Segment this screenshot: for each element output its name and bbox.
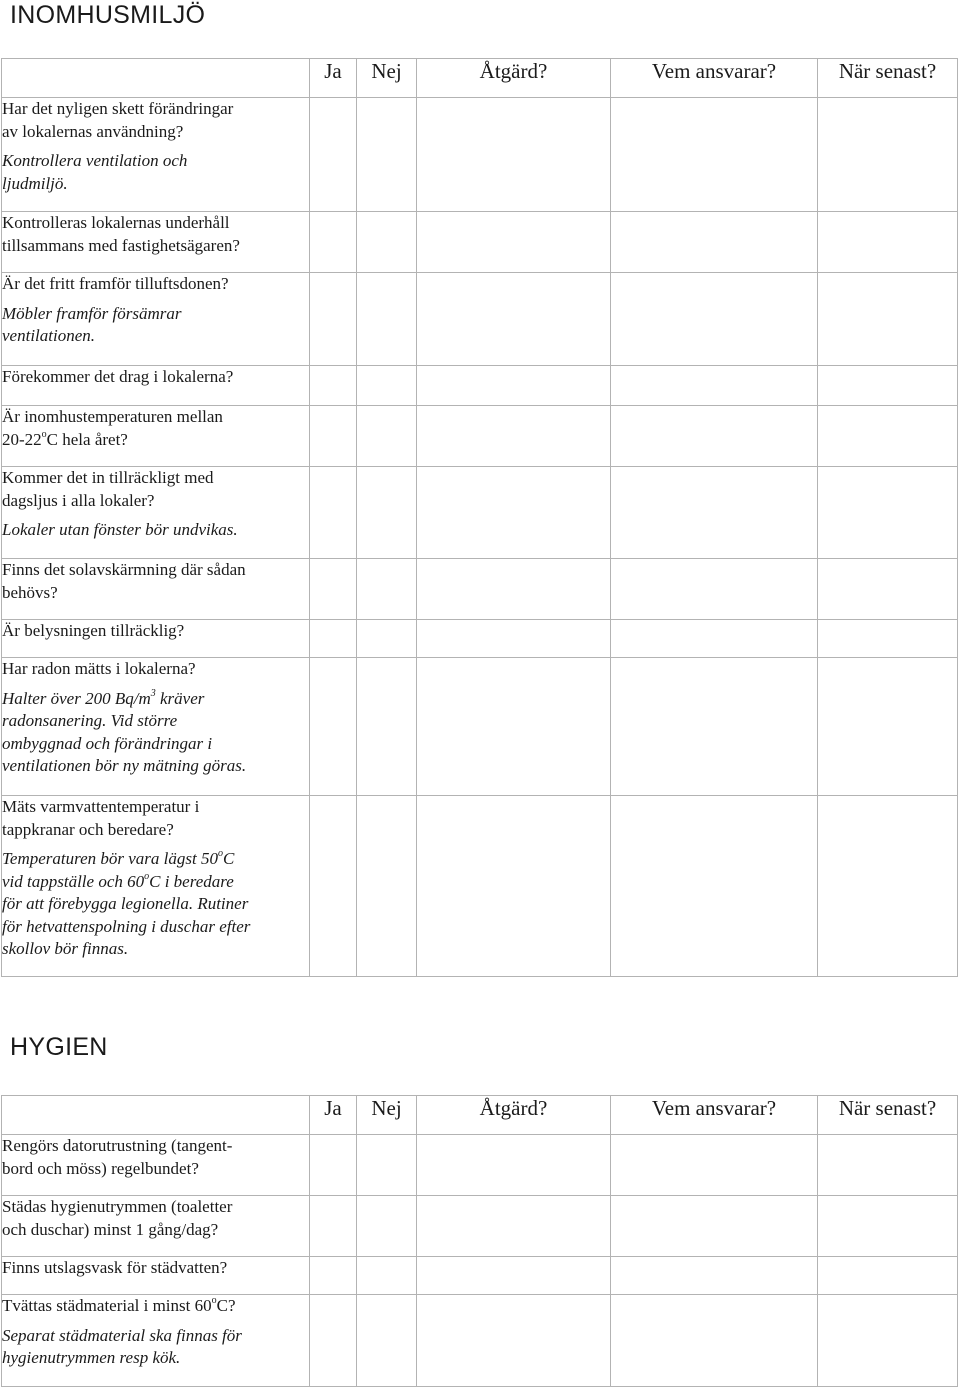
nej-answer-cell[interactable] [357,658,417,796]
nar-senast-answer-cell[interactable] [818,467,958,559]
ja-answer-cell[interactable] [310,98,357,212]
question-cell [2,1257,310,1295]
question-cell [2,212,310,273]
ja-answer-cell[interactable] [310,406,357,467]
question-cell [2,1135,310,1196]
nar-senast-answer-cell[interactable] [818,658,958,796]
atgard-answer-cell[interactable] [417,212,611,273]
question-note: Kontrollera ventilation och ljudmiljö. [2,151,188,193]
question-cell [2,1196,310,1257]
vem-ansvarar-answer-cell[interactable] [611,1257,818,1295]
cubic-superscript: 3 [150,687,156,699]
nar-senast-answer-cell[interactable] [818,1196,958,1257]
atgard-answer-cell[interactable] [417,1257,611,1295]
atgard-answer-cell[interactable] [417,273,611,366]
question-text: Förekommer det drag i lokalerna? [2,367,234,386]
question-cell [2,273,310,366]
ja-answer-cell[interactable] [310,620,357,658]
table-row [2,559,958,620]
question-cell [2,1295,310,1387]
question-cell [2,559,310,620]
note-text-part: C vid tappställe och 60 [2,849,235,891]
question-cell [2,796,310,977]
ja-answer-cell[interactable] [310,467,357,559]
question-note: Lokaler utan fönster bör undvikas. [2,520,238,539]
nar-senast-answer-cell[interactable] [818,273,958,366]
question-note [2,848,309,961]
nar-senast-answer-cell[interactable] [818,212,958,273]
table-row [2,273,958,366]
ja-answer-cell[interactable] [310,212,357,273]
question-column-header [2,59,310,98]
vem-ansvarar-answer-cell[interactable] [611,1135,818,1196]
question-text [2,406,309,451]
nar-senast-answer-cell[interactable] [818,1257,958,1295]
nej-answer-cell[interactable] [357,406,417,467]
question-cell [2,406,310,467]
degree-superscript: o [211,1295,217,1306]
vem-ansvarar-answer-cell[interactable] [611,1196,818,1257]
ja-answer-cell[interactable] [310,1135,357,1196]
vem-ansvarar-answer-cell[interactable] [611,1295,818,1387]
question-text: Finns utslagsvask för städvatten? [2,1258,228,1277]
table-row [2,366,958,406]
question-text: Rengörs datorutrustning (tangent- bord och möss) regelbundet? [2,1136,233,1178]
section-title-inomhusmiljo: INOMHUSMILJÖ [10,1,206,29]
vem-ansvarar-answer-cell[interactable] [611,796,818,977]
vem-ansvarar-answer-cell[interactable] [611,406,818,467]
nej-answer-cell[interactable] [357,620,417,658]
atgard-answer-cell[interactable] [417,1295,611,1387]
nej-answer-cell[interactable] [357,273,417,366]
nej-answer-cell[interactable] [357,212,417,273]
atgard-answer-cell[interactable] [417,658,611,796]
atgard-answer-cell[interactable] [417,620,611,658]
atgard-column-header: Åtgärd? [417,59,611,98]
ja-answer-cell[interactable] [310,1257,357,1295]
question-text: Är belysningen tillräcklig? [2,621,185,640]
nej-answer-cell[interactable] [357,1135,417,1196]
question-text: Kommer det in tillräckligt med dagsljus i alla lokaler? [2,468,214,510]
question-text-part: C hela året? [46,429,128,449]
atgard-answer-cell[interactable] [417,1135,611,1196]
degree-superscript: o [217,848,223,859]
table-row [2,1196,958,1257]
nar-senast-answer-cell[interactable] [818,620,958,658]
question-text: Städas hygienutrymmen (toaletter och duschar) minst 1 gång/dag? [2,1197,233,1239]
atgard-answer-cell[interactable] [417,406,611,467]
vem-ansvarar-answer-cell[interactable] [611,559,818,620]
vem-ansvarar-column-header: Vem ansvarar? [611,59,818,98]
table-header-row [2,1096,958,1135]
question-note: Möbler framför försämrar ventilationen. [2,303,182,345]
vem-ansvarar-answer-cell[interactable] [611,98,818,212]
inomhusmiljo-checklist-table [1,58,958,977]
table-row [2,620,958,658]
vem-ansvarar-answer-cell[interactable] [611,658,818,796]
atgard-answer-cell[interactable] [417,1196,611,1257]
nej-answer-cell[interactable] [357,467,417,559]
question-column-header [2,1096,310,1135]
ja-answer-cell[interactable] [310,1196,357,1257]
nar-senast-answer-cell[interactable] [818,366,958,406]
table-row [2,1135,958,1196]
nej-answer-cell[interactable] [357,1196,417,1257]
question-text: Är det fritt framför tilluftsdonen? [2,274,229,293]
table-row [2,406,958,467]
question-text: Mäts varmvattentemperatur i tappkranar och beredare? [2,797,200,839]
atgard-answer-cell[interactable] [417,559,611,620]
question-text-part: C? [216,1296,236,1315]
table-row [2,212,958,273]
question-text: Finns det solavskärmning där sådan behövs? [2,560,246,602]
atgard-answer-cell[interactable] [417,796,611,977]
vem-ansvarar-answer-cell[interactable] [611,467,818,559]
nej-answer-cell[interactable] [357,1295,417,1387]
nej-column-header: Nej [357,59,417,98]
question-note: Separat städmaterial ska finnas för hygienutrymmen resp kök. [2,1325,242,1367]
question-note [2,688,309,778]
nar-senast-column-header: När senast? [818,1096,958,1135]
nar-senast-answer-cell[interactable] [818,559,958,620]
atgard-answer-cell[interactable] [417,366,611,406]
table-header-row [2,59,958,98]
atgard-answer-cell[interactable] [417,467,611,559]
nej-column-header: Nej [357,1096,417,1135]
question-text: Har det nyligen skett förändringar av lokalernas användning? [2,99,234,141]
ja-answer-cell[interactable] [310,559,357,620]
nej-answer-cell[interactable] [357,98,417,212]
question-cell [2,658,310,796]
note-text-part: Temperaturen bör vara lägst 50 [2,849,218,868]
nej-answer-cell[interactable] [357,366,417,406]
question-cell [2,467,310,559]
question-text-part: Är inomhustemperaturen mellan 20-22 [2,407,223,449]
question-cell [2,366,310,406]
atgard-column-header: Åtgärd? [417,1096,611,1135]
question-cell [2,98,310,212]
vem-ansvarar-column-header: Vem ansvarar? [611,1096,818,1135]
table-row [2,1295,958,1387]
nar-senast-answer-cell[interactable] [818,1295,958,1387]
nar-senast-answer-cell[interactable] [818,1135,958,1196]
vem-ansvarar-answer-cell[interactable] [611,366,818,406]
table-row [2,658,958,796]
ja-answer-cell[interactable] [310,658,357,796]
nej-answer-cell[interactable] [357,796,417,977]
nar-senast-answer-cell[interactable] [818,796,958,977]
note-text-part: kräver radonsanering. Vid större ombyggnad och förändringar i ventilationen bör ny mätning göras. [2,688,247,775]
ja-column-header: Ja [310,59,357,98]
ja-column-header: Ja [310,1096,357,1135]
nar-senast-answer-cell[interactable] [818,406,958,467]
table-row [2,796,958,977]
note-text-part: C i beredare för att förebygga legionella. Rutiner för hetvattenspolning i duschar efter skollov bör finnas. [2,871,251,958]
table-row [2,467,958,559]
degree-superscript: o [144,870,150,882]
ja-answer-cell[interactable] [310,273,357,366]
ja-answer-cell[interactable] [310,796,357,977]
question-cell [2,620,310,658]
nej-answer-cell[interactable] [357,1257,417,1295]
vem-ansvarar-answer-cell[interactable] [611,273,818,366]
nar-senast-answer-cell[interactable] [818,98,958,212]
nej-answer-cell[interactable] [357,559,417,620]
table-row [2,98,958,212]
vem-ansvarar-answer-cell[interactable] [611,620,818,658]
nar-senast-column-header: När senast? [818,59,958,98]
section-title-hygien: HYGIEN [10,1033,108,1061]
note-text-part: Halter över 200 Bq/m [2,688,151,708]
degree-superscript: o [41,428,47,440]
table-row [2,1257,958,1295]
vem-ansvarar-answer-cell[interactable] [611,212,818,273]
question-text [2,1295,309,1318]
hygien-checklist-table [1,1095,958,1387]
question-text-part: Tvättas städmaterial i minst 60 [2,1296,212,1315]
ja-answer-cell[interactable] [310,1295,357,1387]
ja-answer-cell[interactable] [310,366,357,406]
atgard-answer-cell[interactable] [417,98,611,212]
question-text: Kontrolleras lokalernas underhåll tillsammans med fastighetsägaren? [2,213,240,255]
question-text: Har radon mätts i lokalerna? [2,659,196,678]
